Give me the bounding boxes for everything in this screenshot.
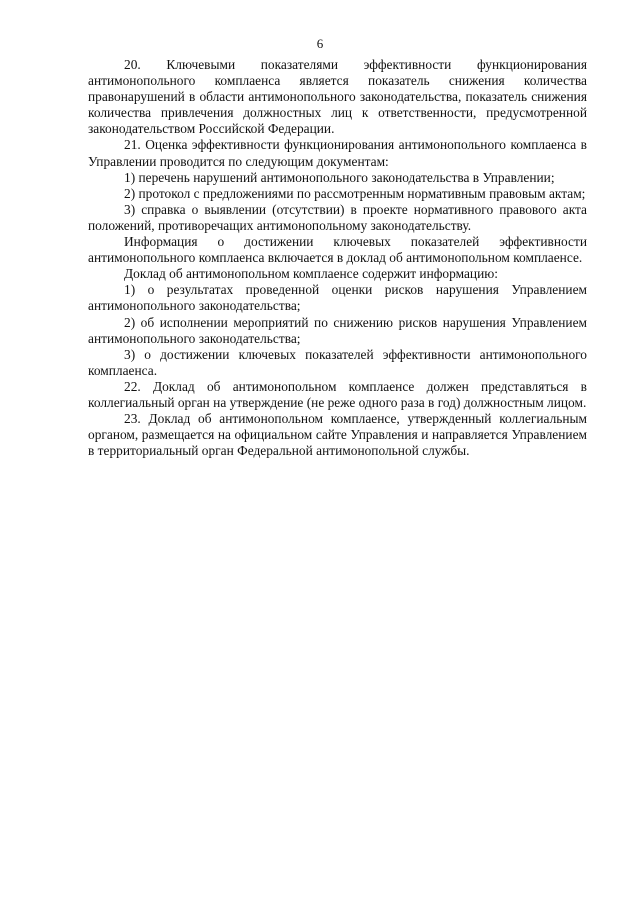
paragraph-20: 20. Ключевыми показателями эффективности функционирования антимонопольного комплаенса является показатель снижения количества правонарушений в области антимонопольного законодательства, показатель снижения количества привлечения должностных лиц к ответственности, предусмотренной законодательством Российской Федерации. [88,57,587,137]
paragraph-23: 23. Доклад об антимонопольном комплаенсе, утвержденный коллегиальным органом, размещается на официальном сайте Управления и направляется Управлением в территориальный орган Федеральной антимонопольной службы. [88,411,587,459]
paragraph-information: Информация о достижении ключевых показателей эффективности антимонопольного комплаенса включается в доклад об антимонопольном комплаенсе. [88,234,587,266]
page-number: 6 [316,36,324,51]
list-item-2: 2) протокол с предложениями по рассмотренным нормативным правовым актам; [124,185,586,201]
list-item-3: 3) справка о выявлении (отсутствии) в проекте нормативного правового акта положений, противоречащих антимонопольному законодательству. [88,201,587,233]
report-item-1: 1) о результатах проведенной оценки рисков нарушения Управлением антимонопольного законодательства; [88,282,587,314]
paragraph-22: 22. Доклад об антимонопольном комплаенсе должен представляться в коллегиальный орган на утверждение (не реже одного раза в год) должностным лицом. [88,378,587,410]
paragraph-report-contents: Доклад об антимонопольном комплаенсе содержит информацию: [124,266,498,282]
paragraph-21: 21. Оценка эффективности функционирования антимонопольного комплаенса в Управлении проводится по следующим документам: [88,137,587,169]
list-item-1: 1) перечень нарушений антимонопольного законодательства в Управлении; [124,169,555,185]
report-item-3: 3) о достижении ключевых показателей эффективности антимонопольного комплаенса. [88,346,587,378]
document-body [88,57,587,459]
report-item-2: 2) об исполнении мероприятий по снижению рисков нарушения Управлением антимонопольного законодательства; [88,314,587,346]
